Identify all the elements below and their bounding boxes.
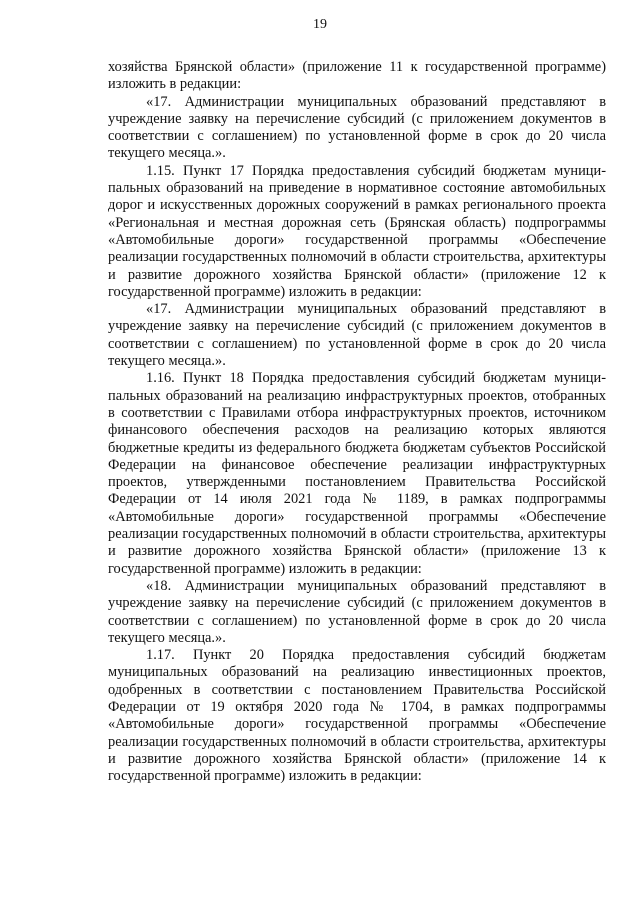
paragraph-quote-18: «18. Администрации муниципальных образований представляют в учреждение заявку на перечисление субсидий (с приложением документов в соответствии с соглашением) по установленной форме в срок до 20 числа текущего месяца.». <box>108 577 606 646</box>
paragraph-quote-17-first: «17. Администрации муниципальных образований представляют в учреждение заявку на перечисление субсидий (с приложением документов в соответствии с соглашением) по установленной форме в срок до 20 числа текущего месяца.». <box>108 93 606 162</box>
paragraph-continuation: хозяйства Брянской области» (приложение 11 к государственной программе) изложить в редакции: <box>108 59 606 93</box>
paragraph-quote-17-second: «17. Администрации муниципальных образований представляют в учреждение заявку на перечисление субсидий (с приложением документов в соответствии с соглашением) по установленной форме в срок до 20 числа текущего месяца.». <box>108 301 606 370</box>
document-body <box>108 59 606 785</box>
paragraph-item-1-15: 1.15. Пункт 17 Порядка предоставления субсидий бюджетам муниципальных образований на приведение в нормативное состояние автомобильных дорог и искусственных дорожных сооружений в рамках регионального проекта «Региональная и местная дорожная сеть (Брянская область) подпрограммы «Автомобильные дороги» государственной программы «Обеспечение реализации государственных полномочий в области строительства, архитектуры и развитие дорожного хозяйства Брянской области» (приложение 12 к государственной программе) изложить в редакции: <box>108 162 606 300</box>
paragraph-item-1-17: 1.17. Пункт 20 Порядка предоставления субсидий бюджетам муниципальных образований на реализацию инвестиционных проектов, одобренных в соответствии с постановлением Правительства Российской Федерации от 19 октября 2020 года № 1704, в рамках подпрограммы «Автомобильные дороги» государственной программы «Обеспечение реализации государственных полномочий в области строительства, архитектуры и развитие дорожного хозяйства Брянской области» (приложение 14 к государственной программе) изложить в редакции: <box>108 647 606 785</box>
paragraph-item-1-16: 1.16. Пункт 18 Порядка предоставления субсидий бюджетам муниципальных образований на реализацию инфраструктурных проектов, отобранных в соответствии с Правилами отбора инфраструктурных проектов, источником финансового обеспечения расходов на реализацию которых являются бюджетные кредиты из федерального бюджета бюджетам субъектов Российской Федерации на финансовое обеспечение реализации инфраструктурных проектов, утвержденными постановлением Правительства Российской Федерации от 14 июля 2021 года № 1189, в рамках подпрограммы «Автомобильные дороги» государственной программы «Обеспечение реализации государственных полномочий в области строительства, архитектуры и развитие дорожного хозяйства Брянской области» (приложение 13 к государственной программе) изложить в редакции: <box>108 370 606 577</box>
page-number: 19 <box>313 17 327 32</box>
